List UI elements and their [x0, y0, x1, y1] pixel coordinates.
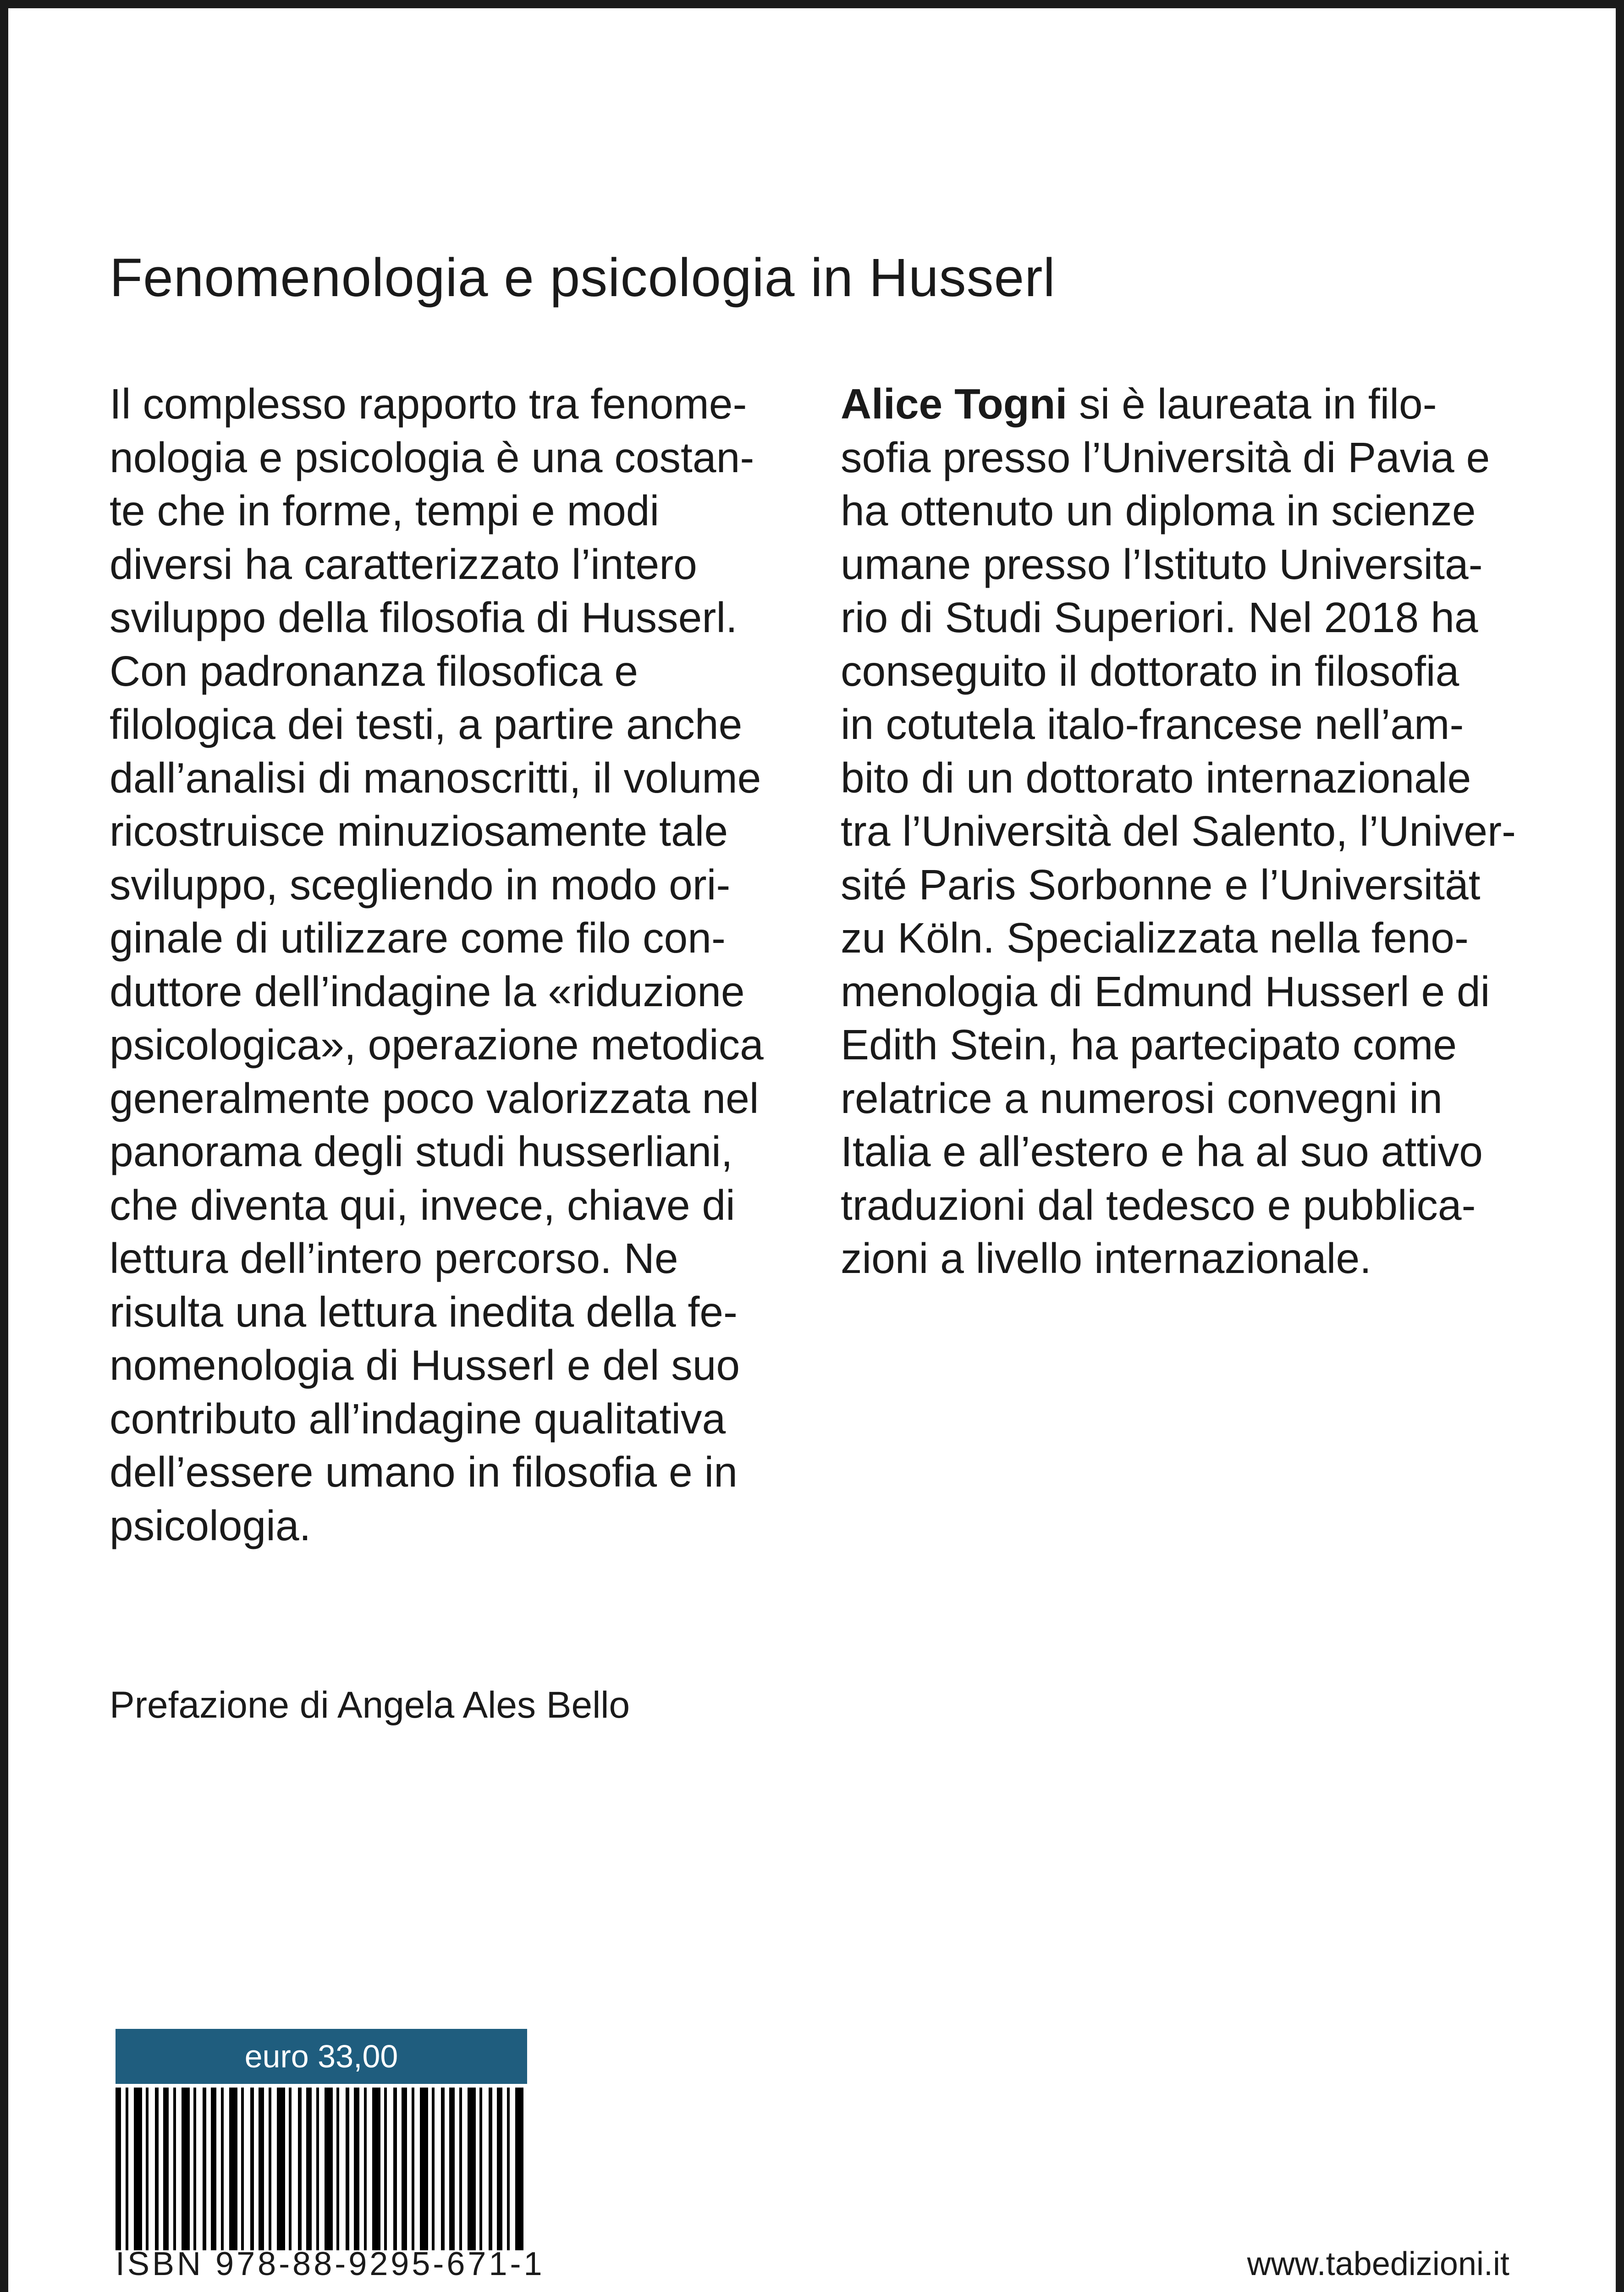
bio-line: relatrice a numerosi convegni in [841, 1074, 1442, 1122]
description-line: te che in forme, tempi e modi [110, 487, 660, 534]
barcode-block [116, 2029, 527, 2250]
bio-line: sofia presso l’Università di Pavia e [841, 433, 1490, 481]
bio-line: menologia di Edmund Husserl e di [841, 967, 1490, 1015]
author-bio-first-line [841, 377, 1556, 431]
description-line: filologica dei testi, a partire anche [110, 700, 743, 748]
description-line: dell’essere umano in filosofia e in [110, 1448, 738, 1496]
description-line: contributo all’indagine qualitativa [110, 1394, 726, 1443]
description-line: sviluppo della filosofia di Husserl. [110, 594, 738, 641]
bio-line: rio di Studi Superiori. Nel 2018 ha [841, 594, 1478, 641]
description-line: sviluppo, scegliendo in modo ori- [110, 860, 731, 909]
description-line: lettura dell’intero percorso. Ne [110, 1234, 678, 1282]
description-line: dall’analisi di manoscritti, il volume [110, 754, 761, 802]
bio-line: umane presso l’Istituto Universita- [841, 540, 1483, 588]
description-line: generalmente poco valorizzata nel [110, 1074, 759, 1122]
description-line: duttore dell’indagine la «riduzione [110, 967, 745, 1015]
book-title: Fenomenologia e psicologia in Husserl [110, 248, 1056, 308]
bio-line: zioni a livello internazionale. [841, 1234, 1372, 1282]
bio-line: ha ottenuto un diploma in scienze [841, 487, 1476, 534]
bio-line: Edith Stein, ha partecipato come [841, 1021, 1457, 1069]
author-bio [841, 377, 1556, 1285]
bio-line: sité Paris Sorbonne e l’Universität [841, 860, 1481, 909]
description-line: ginale di utilizzare come filo con- [110, 914, 726, 962]
author-name: Alice Togni [841, 380, 1068, 428]
bio-line: traduzioni dal tedesco e pubblica- [841, 1181, 1476, 1229]
publisher-website: www.tabedizioni.it [1247, 2246, 1509, 2282]
description-line: psicologica», operazione metodica [110, 1021, 764, 1069]
bio-line: conseguito il dottorato in filosofia [841, 647, 1459, 695]
isbn-number: ISBN 978-88-9295-671-1 [116, 2246, 545, 2282]
description-line: diversi ha caratterizzato l’intero [110, 540, 697, 588]
back-cover [8, 8, 1616, 2292]
bio-line: zu Köln. Specializzata nella feno- [841, 914, 1469, 962]
description-line: Il complesso rapporto tra fenome- [110, 380, 747, 428]
description-line: ricostruisce minuziosamente tale [110, 807, 728, 855]
bio-line: bito di un dottorato internazionale [841, 754, 1471, 802]
description-line: Con padronanza filosofica e [110, 647, 638, 695]
bio-line: Italia e all’estero e ha al suo attivo [841, 1128, 1483, 1175]
description-line: panorama degli studi husserliani, [110, 1128, 733, 1175]
description-line: nomenologia di Husserl e del suo [110, 1341, 740, 1389]
description-line: psicologia. [110, 1501, 311, 1549]
bio-line: in cotutela italo-francese nell’am- [841, 700, 1464, 748]
description-line: risulta una lettura inedita della fe- [110, 1288, 738, 1336]
bio-line: tra l’Università del Salento, l’Univer- [841, 807, 1516, 855]
description-line: che diventa qui, invece, chiave di [110, 1181, 735, 1229]
author-bio-lead: si è laureata in filo- [1067, 380, 1437, 428]
preface-credit: Prefazione di Angela Ales Bello [110, 1684, 630, 1726]
description-line: nologia e psicologia è una costan- [110, 433, 754, 481]
book-description [110, 377, 825, 1552]
price-label: euro 33,00 [116, 2029, 527, 2084]
barcode-icon [116, 2088, 527, 2250]
